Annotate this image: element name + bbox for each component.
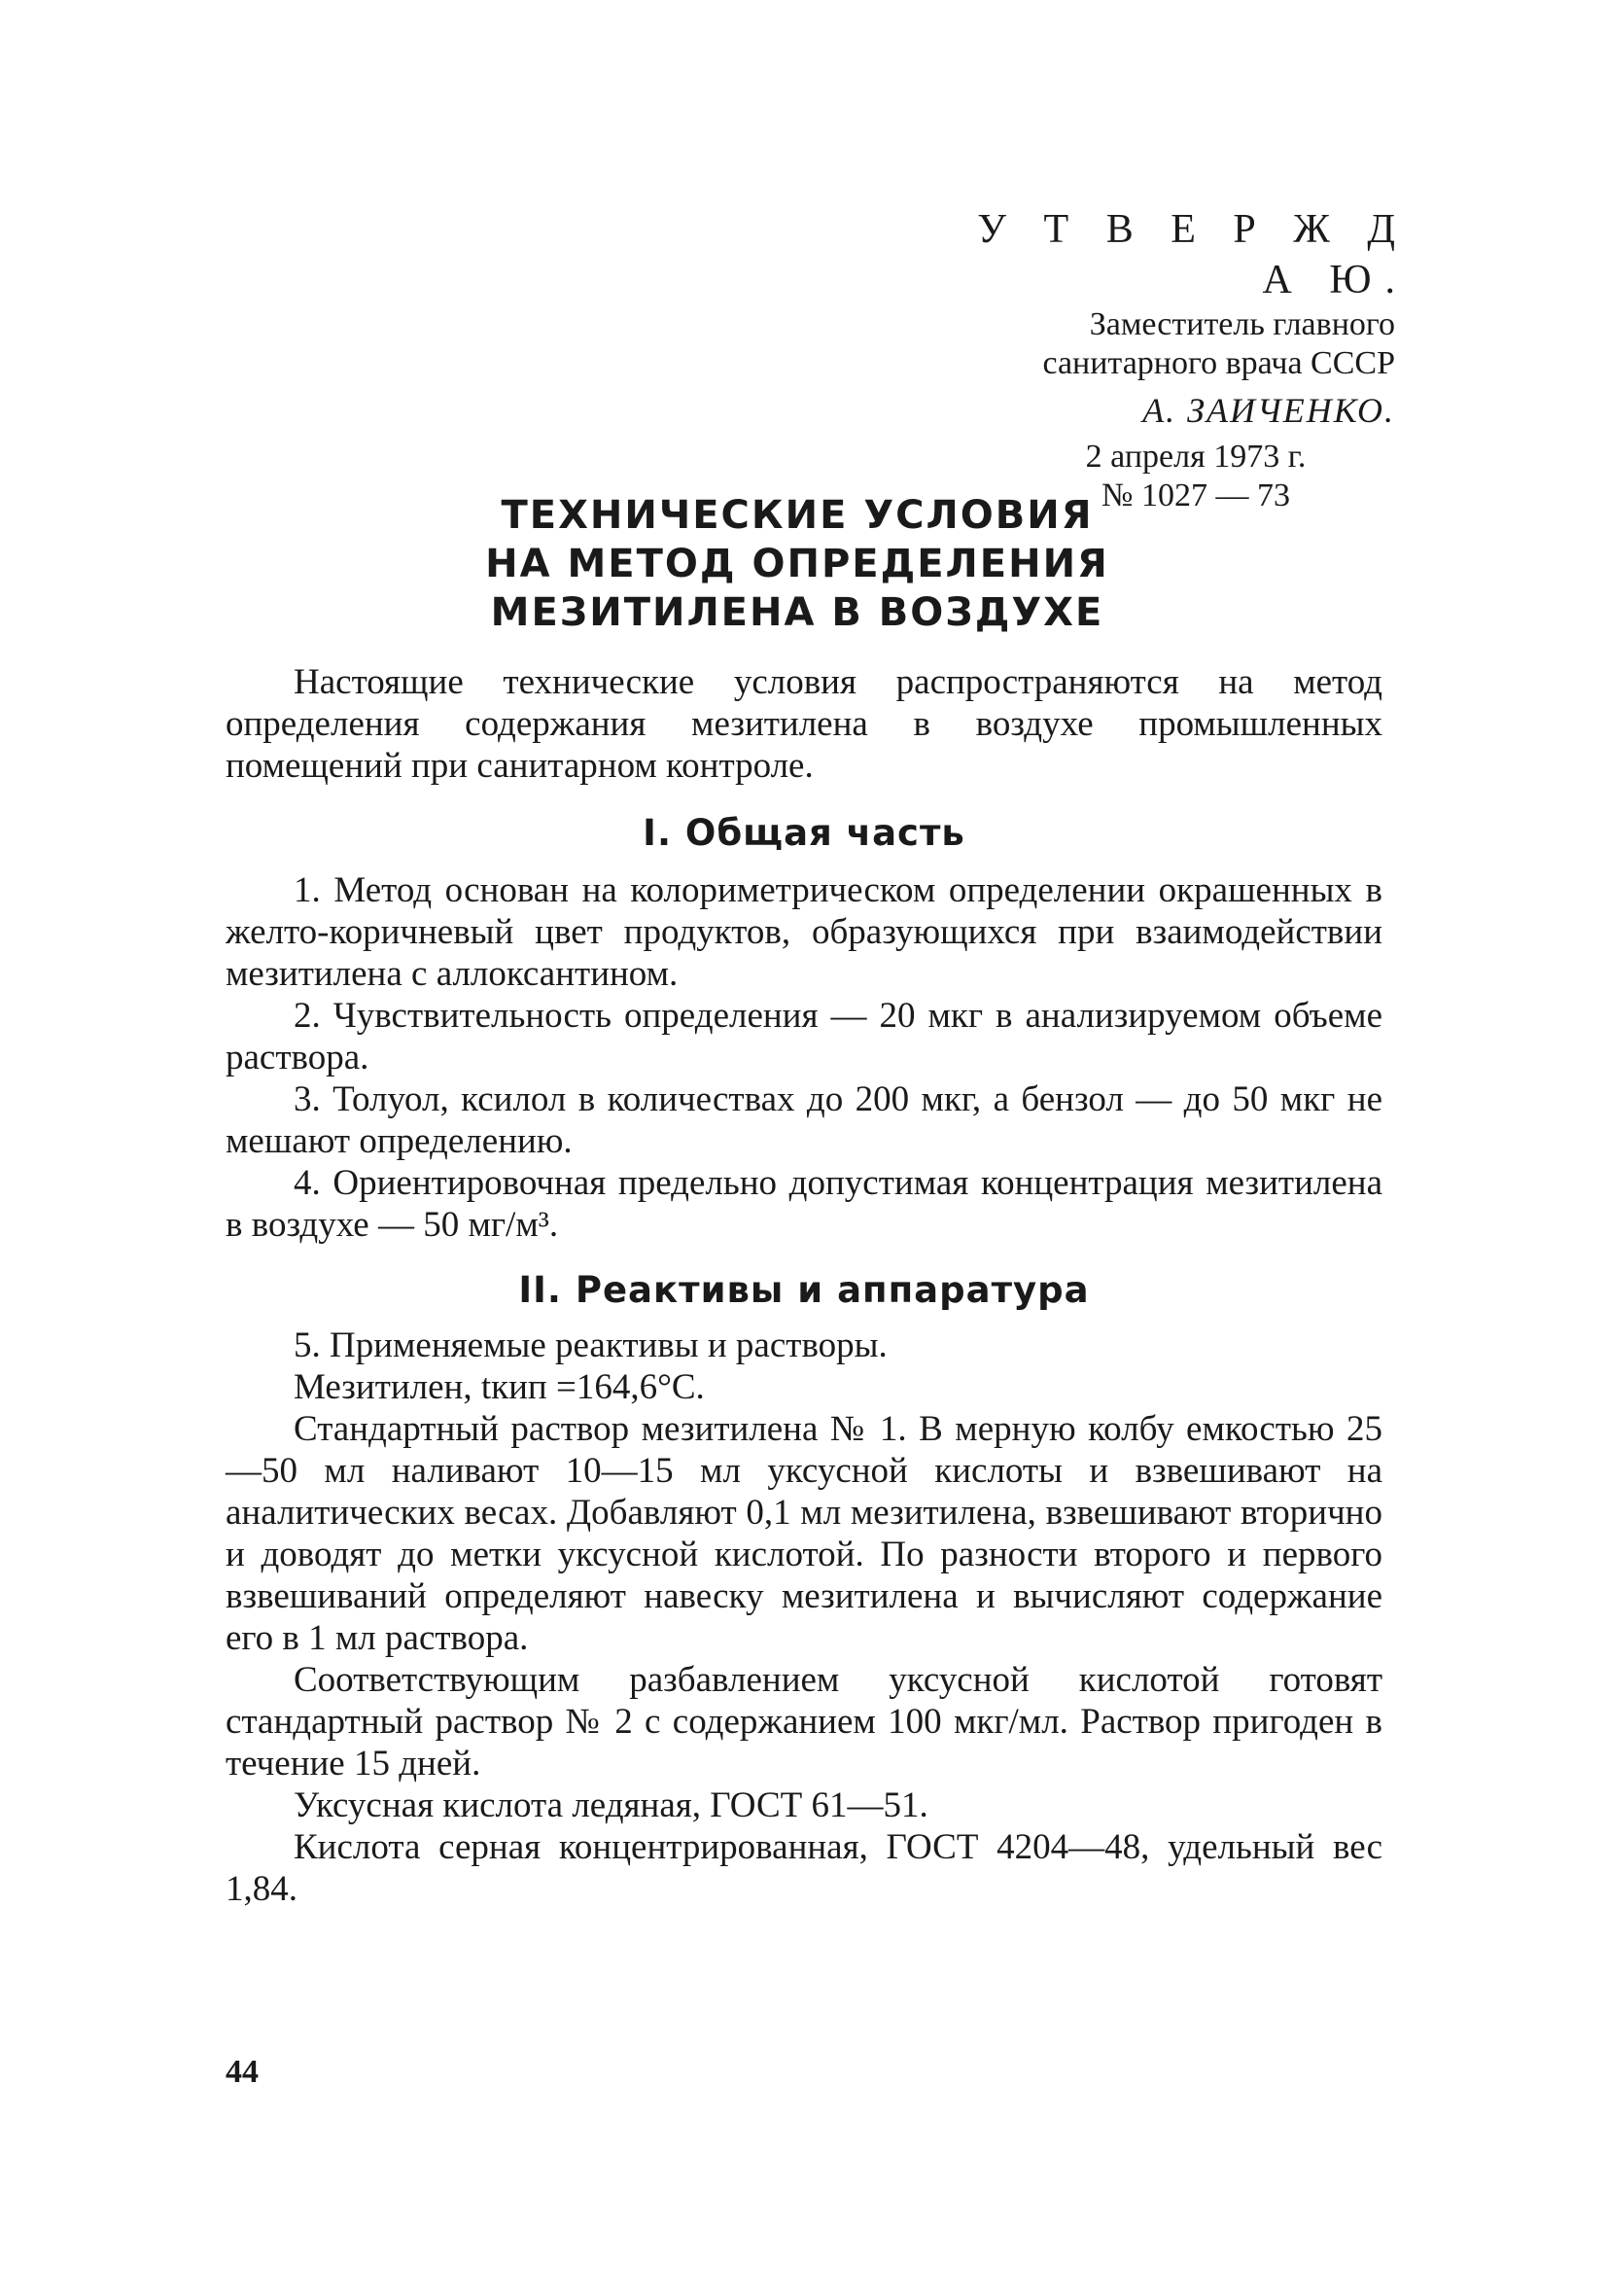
title-line-1: ТЕХНИЧЕСКИЕ УСЛОВИЯ	[501, 493, 1094, 538]
paragraph-4: 4. Ориентировочная предельно допустимая концентрация мезитилена в воздухе — 50 мг/м³.	[226, 1163, 1382, 1245]
title-line-2: НА МЕТОД ОПРЕДЕЛЕНИЯ	[485, 542, 1109, 586]
document-body	[226, 661, 1382, 1910]
paragraph-1: 1. Метод основан на колориметрическом определении окрашенных в желто-коричневый цвет продуктов, образующихся при взаимодействии мезитилена с аллоксантином.	[226, 870, 1382, 994]
document-title	[389, 491, 1206, 637]
paragraph-mesitylene: Мезитилен, tкип =164,6°С.	[294, 1367, 705, 1407]
approval-number: № 1027 — 73	[1101, 477, 1290, 513]
page-number: 44	[226, 2054, 259, 2090]
paragraph-3: 3. Толуол, ксилол в количествах до 200 мкг, а бензол — до 50 мкг не мешают определению.	[226, 1079, 1382, 1161]
section-1-heading: I. Общая часть	[643, 812, 965, 854]
title-line-3: МЕЗИТИЛЕНА В ВОЗДУХЕ	[490, 590, 1104, 635]
approval-stamp	[958, 204, 1409, 515]
approval-position-line2: санитарного врача СССР	[1042, 345, 1395, 381]
intro-paragraph: Настоящие технические условия распространяются на метод определения содержания мезитилена в воздухе промышленных помещений при санитарном контроле.	[226, 662, 1382, 786]
approval-signer: А. ЗАИЧЕНКО.	[1142, 391, 1395, 430]
paragraph-acetic-acid: Уксусная кислота ледяная, ГОСТ 61—51.	[294, 1785, 928, 1825]
approval-position-line1: Заместитель главного	[1089, 306, 1395, 342]
section-2-heading: II. Реактивы и аппаратура	[518, 1269, 1090, 1311]
paragraph-5: 5. Применяемые реактивы и растворы.	[294, 1325, 888, 1365]
paragraph-standard-solution-2: Соответствующим разбавлением уксусной кислотой готовят стандартный раствор № 2 с содержанием 100 мкг/мл. Раствор пригоден в течение 15 дней.	[226, 1660, 1382, 1784]
paragraph-standard-solution-1: Стандартный раствор мезитилена № 1. В мерную колбу емкостью 25—50 мл наливают 10—15 мл уксусной кислоты и взвешивают на аналитических весах. Добавляют 0,1 мл мезитилена, взвешивают вторично и доводят до метки уксусной кислотой. По разности второго и первого взвешиваний определяют навеску мезитилена и вычисляют содержание его в 1 мл раствора.	[226, 1409, 1382, 1658]
approval-date: 2 апреля 1973 г.	[1085, 439, 1307, 475]
paragraph-sulfuric-acid: Кислота серная концентрированная, ГОСТ 4204—48, удельный вес 1,84.	[226, 1827, 1382, 1909]
approval-heading: У Т В Е Р Ж Д А Ю.	[977, 207, 1409, 302]
paragraph-2: 2. Чувствительность определения — 20 мкг в анализируемом объеме раствора.	[226, 996, 1382, 1077]
